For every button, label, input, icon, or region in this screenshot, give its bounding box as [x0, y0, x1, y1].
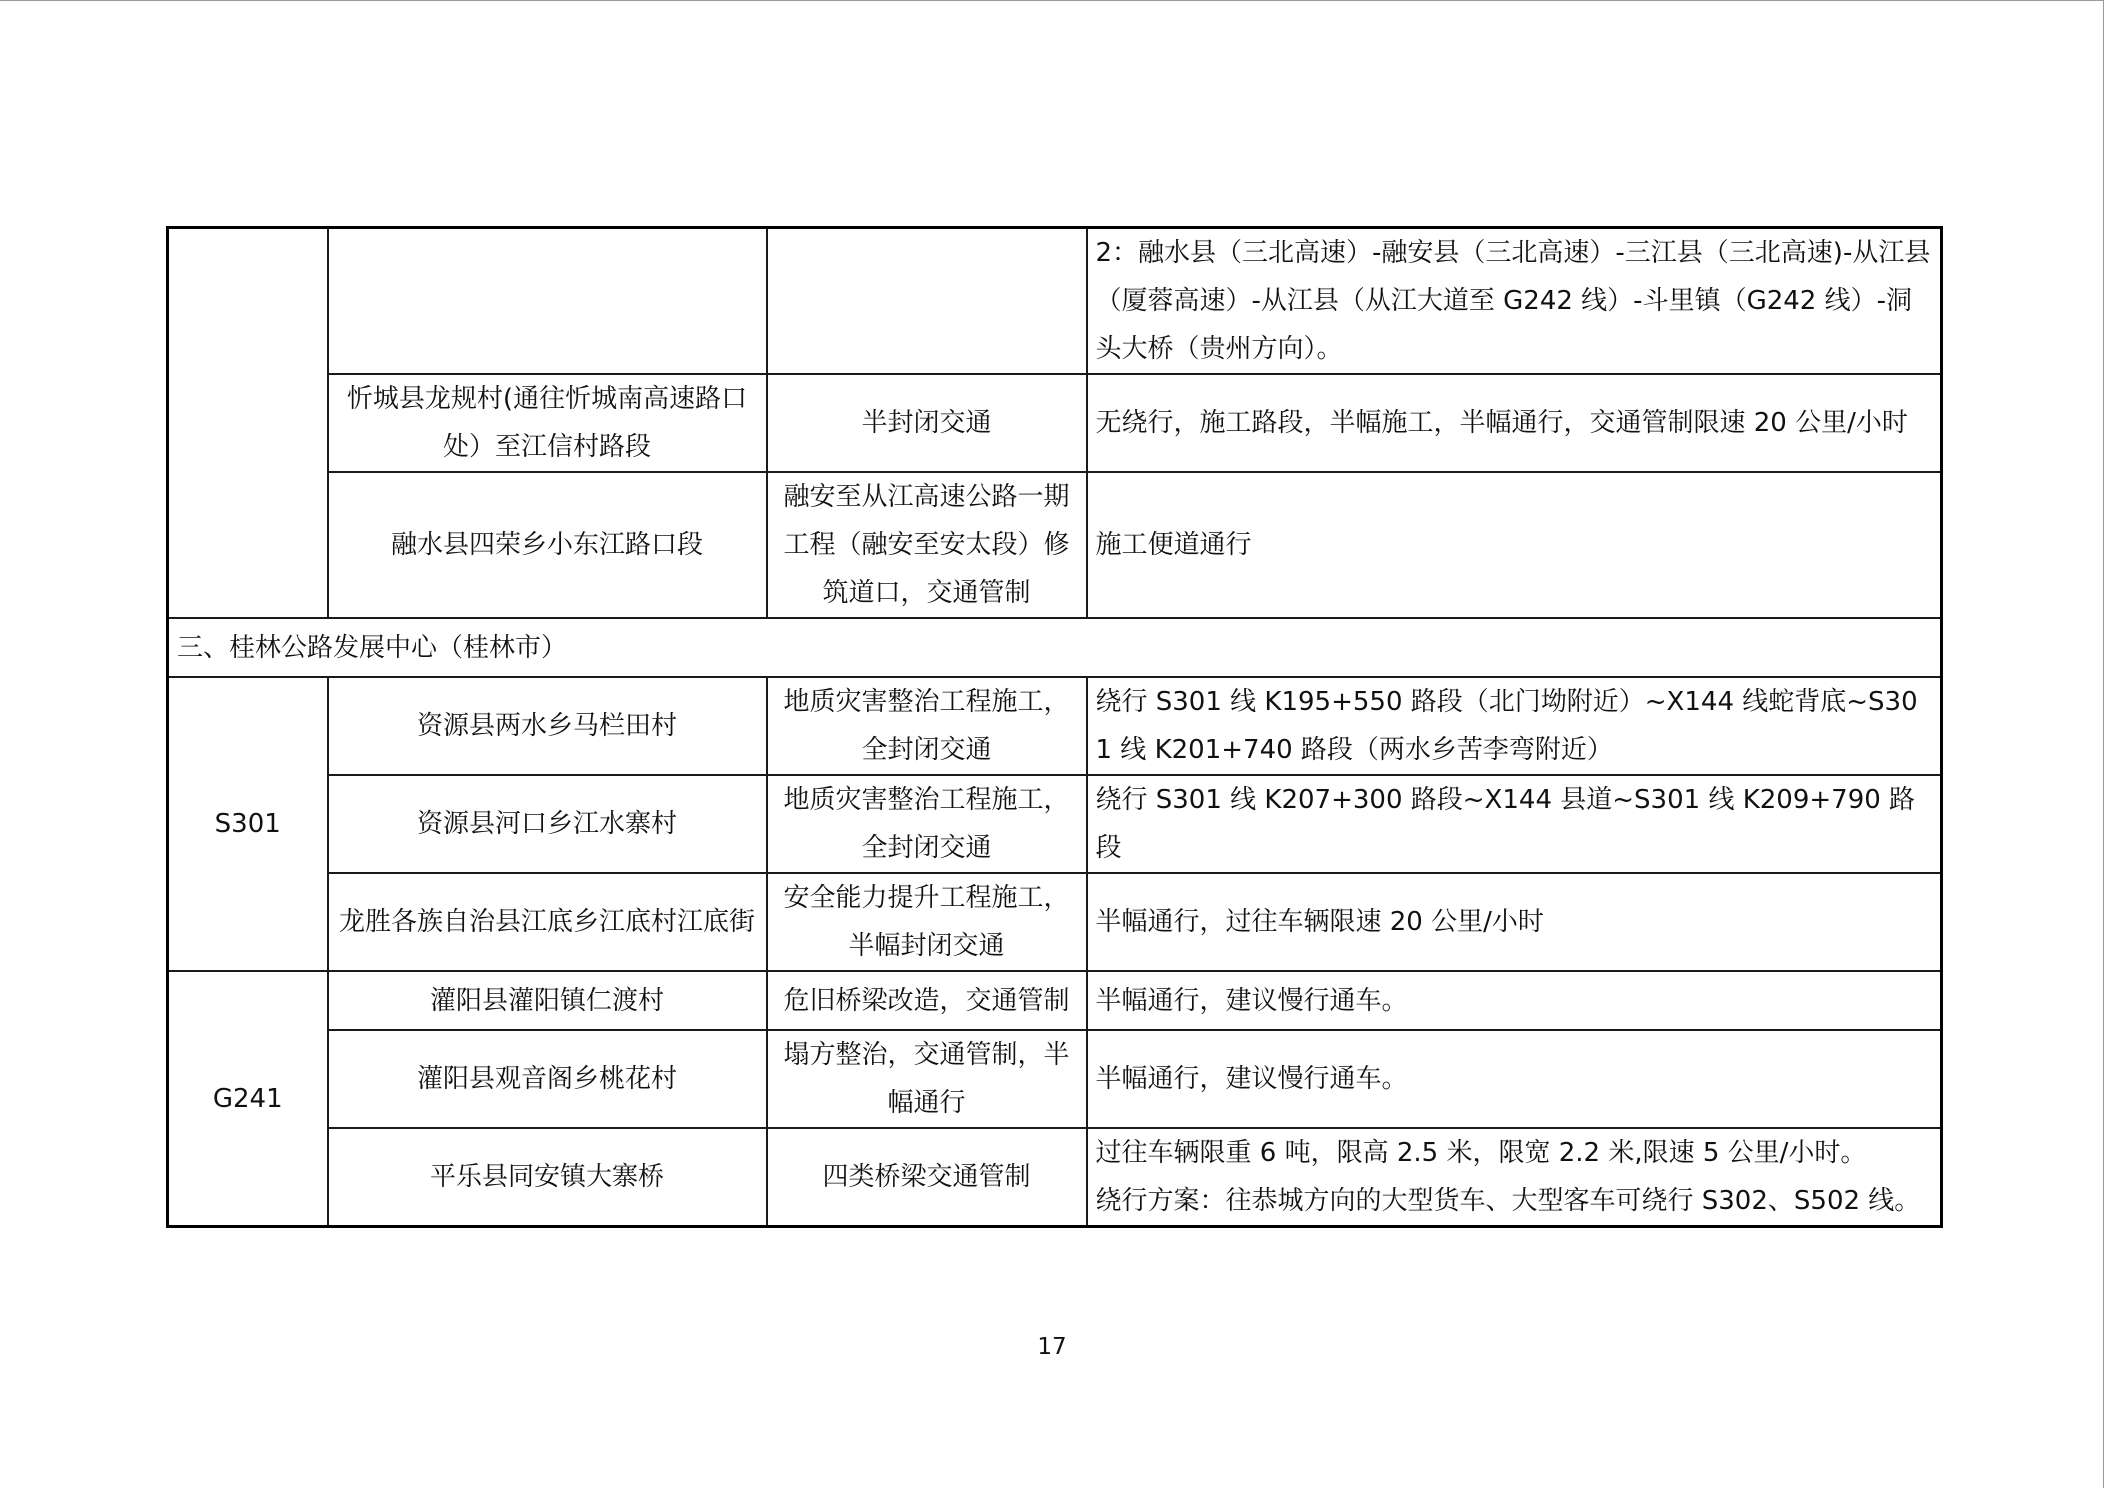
- measure-cell: 危旧桥梁改造，交通管制: [767, 971, 1087, 1030]
- detour-cell: 半幅通行，过往车辆限速 20 公里/小时: [1087, 873, 1942, 971]
- page-number: 17: [1037, 1334, 1067, 1360]
- location-cell: 平乐县同安镇大寨桥: [328, 1128, 767, 1227]
- location-cell: 资源县两水乡马栏田村: [328, 677, 767, 775]
- detour-cell: 半幅通行，建议慢行通车。: [1087, 1030, 1942, 1128]
- traffic-control-table: [166, 226, 1943, 1228]
- measure-cell: 融安至从江高速公路一期工程（融安至安太段）修筑道口，交通管制: [767, 472, 1087, 618]
- measure-cell: 塌方整治，交通管制，半幅通行: [767, 1030, 1087, 1128]
- measure-cell: 地质灾害整治工程施工，全封闭交通: [767, 677, 1087, 775]
- table-row: [168, 228, 1942, 375]
- road-code-cell: [168, 228, 328, 619]
- location-cell: 灌阳县观音阁乡桃花村: [328, 1030, 767, 1128]
- detour-cell: 绕行 S301 线 K195+550 路段（北门坳附近）~X144 线蛇背底~S301 线 K201+740 路段（两水乡苦李弯附近）: [1087, 677, 1942, 775]
- measure-cell: 地质灾害整治工程施工，全封闭交通: [767, 775, 1087, 873]
- detour-restriction-line: 过往车辆限重 6 吨，限高 2.5 米，限宽 2.2 米,限速 5 公里/小时。: [1095, 1138, 1867, 1168]
- road-code-cell: S301: [168, 677, 328, 971]
- section-heading: 三、桂林公路发展中心（桂林市）: [168, 618, 1942, 677]
- location-cell: 忻城县龙规村(通往忻城南高速路口处）至江信村路段: [328, 374, 767, 472]
- detour-cell: 无绕行，施工路段，半幅施工，半幅通行，交通管制限速 20 公里/小时: [1087, 374, 1942, 472]
- location-cell: 龙胜各族自治县江底乡江底村江底街: [328, 873, 767, 971]
- location-cell: 资源县河口乡江水寨村: [328, 775, 767, 873]
- measure-cell: 半封闭交通: [767, 374, 1087, 472]
- location-cell: 融水县四荣乡小东江路口段: [328, 472, 767, 618]
- table-row: [168, 971, 1942, 1030]
- table-row: [168, 873, 1942, 971]
- table-row: [168, 472, 1942, 618]
- table-row: [168, 1128, 1942, 1227]
- detour-cell: [1087, 1128, 1942, 1227]
- section-heading-row: [168, 618, 1942, 677]
- road-code-cell: G241: [168, 971, 328, 1227]
- table-row: [168, 374, 1942, 472]
- detour-plan-line: 绕行方案：往恭城方向的大型货车、大型客车可绕行 S302、S502 线。: [1095, 1186, 1921, 1216]
- detour-cell: 绕行 S301 线 K207+300 路段~X144 县道~S301 线 K209+790 路段: [1087, 775, 1942, 873]
- location-cell: 灌阳县灌阳镇仁渡村: [328, 971, 767, 1030]
- measure-cell: [767, 228, 1087, 375]
- detour-cell: 2：融水县（三北高速）-融安县（三北高速）-三江县（三北高速)-从江县（厦蓉高速）-从江县（从江大道至 G242 线）-斗里镇（G242 线）-洞头大桥（贵州方向）。: [1087, 228, 1942, 375]
- measure-cell: 安全能力提升工程施工，半幅封闭交通: [767, 873, 1087, 971]
- location-cell: [328, 228, 767, 375]
- table-row: [168, 775, 1942, 873]
- table-row: [168, 1030, 1942, 1128]
- table-row: [168, 677, 1942, 775]
- detour-cell: 施工便道通行: [1087, 472, 1942, 618]
- detour-cell: 半幅通行，建议慢行通车。: [1087, 971, 1942, 1030]
- measure-cell: 四类桥梁交通管制: [767, 1128, 1087, 1227]
